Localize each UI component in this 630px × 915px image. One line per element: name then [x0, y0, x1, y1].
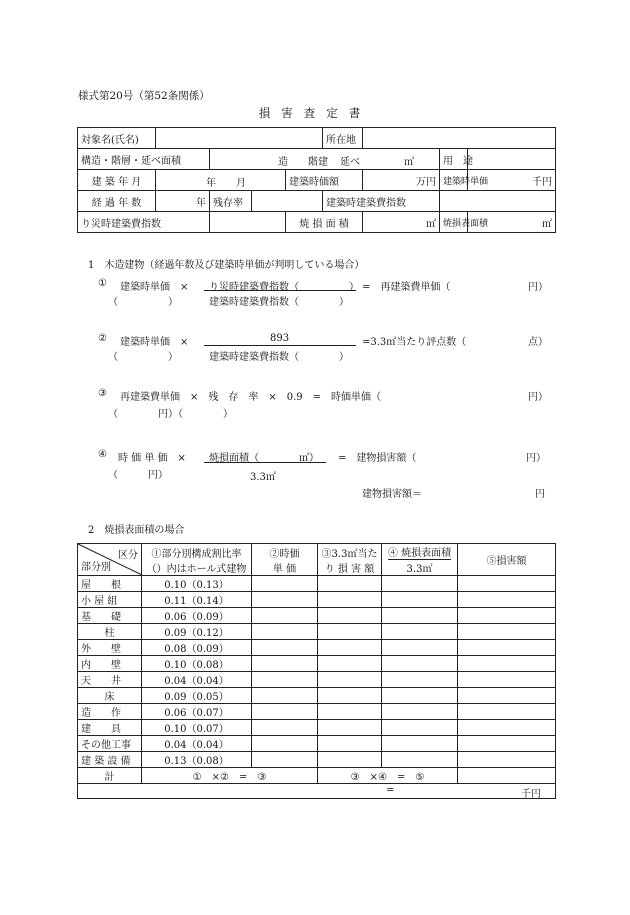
row-damage-per-area[interactable] [318, 752, 382, 768]
f3-unit: 円） [528, 392, 548, 403]
table-row [78, 608, 556, 624]
row-burn-ratio[interactable] [382, 576, 458, 592]
built-unit-label: 建築時単価 [440, 170, 468, 191]
row-price[interactable] [252, 720, 318, 736]
section2-heading: 2 焼損表面積の場合 [88, 525, 185, 536]
col2-header [252, 544, 318, 576]
row-ratio: 0.06（0.07） [142, 704, 252, 720]
table-row [78, 736, 556, 752]
col1-header-a: ①部分別構成割比率 [151, 548, 242, 560]
table-row [78, 672, 556, 688]
built-index-label: 建築時建築費指数 [323, 191, 440, 212]
f3-paren: （ 円）（ ） [108, 409, 233, 420]
row-burn-ratio[interactable] [382, 624, 458, 640]
row-ratio: 0.11（0.14） [142, 592, 252, 608]
f4-denominator: 3.3㎡ [250, 472, 276, 483]
f1-denominator: 建築時建築費指数（ ） [209, 297, 349, 308]
f1-unit: 円） [528, 282, 548, 293]
row-damage-per-area[interactable] [318, 672, 382, 688]
target-name-label: 対象名(氏名) [78, 128, 156, 149]
row-damage[interactable] [458, 672, 556, 688]
location-label: 所在地 [323, 128, 363, 149]
col3-header [318, 544, 382, 576]
row-part: 屋 根 [78, 576, 142, 592]
structure-field[interactable] [210, 149, 440, 170]
row-damage[interactable] [458, 752, 556, 768]
f4-left: 時 価 単 価 × [118, 453, 186, 464]
row-part: その他工事 [78, 736, 142, 752]
header-kubun-cell [78, 544, 142, 576]
total-formula-2: ③ ×④ = ⑤ [318, 768, 458, 784]
row-damage-per-area[interactable] [318, 688, 382, 704]
row-price[interactable] [252, 736, 318, 752]
f2-paren: （ ） [108, 352, 178, 363]
row-damage-per-area[interactable] [318, 624, 382, 640]
elapsed-field[interactable] [156, 191, 210, 212]
f2-num: ② [98, 333, 107, 344]
row-damage-per-area[interactable] [318, 592, 382, 608]
f1-paren: （ ） [108, 297, 178, 308]
row-damage[interactable] [458, 640, 556, 656]
f4-fraction-line [204, 462, 326, 463]
row-burn-ratio[interactable] [382, 752, 458, 768]
col5-header: ⑤損害額 [458, 544, 556, 576]
row-part: 建 築 設 備 [78, 752, 142, 768]
target-name-field[interactable] [156, 128, 323, 149]
tsuki-label: 月 [236, 178, 246, 189]
row-burn-ratio[interactable] [382, 672, 458, 688]
row-damage[interactable] [458, 736, 556, 752]
table-row [78, 720, 556, 736]
kubun-label: 区分 [118, 550, 138, 561]
row-damage[interactable] [458, 592, 556, 608]
col3-header-a: ③3.3㎡当た [321, 548, 378, 560]
row-ratio: 0.09（0.12） [142, 624, 252, 640]
grand-total-unit: 千円 [521, 789, 541, 800]
total-cell[interactable] [458, 768, 556, 784]
zou-label: 造 [278, 157, 288, 168]
row-ratio: 0.08（0.09） [142, 640, 252, 656]
zanzon-field[interactable] [252, 191, 323, 212]
row-damage-per-area[interactable] [318, 576, 382, 592]
row-ratio: 0.13（0.08） [142, 752, 252, 768]
row-price[interactable] [252, 576, 318, 592]
row-price[interactable] [252, 624, 318, 640]
burn-area-label: 焼 損 面 積 [286, 212, 363, 233]
use-field[interactable] [468, 149, 556, 170]
info-table [77, 127, 556, 233]
row-damage-per-area[interactable] [318, 704, 382, 720]
burn-surface-label: 焼損表面積 [440, 212, 468, 233]
row-price[interactable] [252, 704, 318, 720]
kai-label: 階建 [308, 157, 328, 168]
row-price[interactable] [252, 656, 318, 672]
row-price[interactable] [252, 672, 318, 688]
f2-unit: 点） [528, 337, 548, 348]
building-damage-unit: 円 [535, 489, 545, 500]
row-part: 造 作 [78, 704, 142, 720]
row-damage[interactable] [458, 656, 556, 672]
row-price[interactable] [252, 608, 318, 624]
f3-num: ③ [98, 388, 107, 399]
disaster-index-label: り災時建築費指数 [78, 212, 210, 233]
form-number: 様式第20号（第52条関係） [78, 90, 210, 102]
grand-total-row [78, 784, 556, 799]
f4-numerator: 焼損面積（ ㎡） [209, 453, 319, 464]
manen-unit: 万円 [416, 176, 436, 188]
row-burn-ratio[interactable] [382, 592, 458, 608]
row-damage[interactable] [458, 688, 556, 704]
f2-left: 建築時単価 × [120, 337, 189, 348]
row-part: 内 壁 [78, 656, 142, 672]
total-label: 計 [78, 768, 142, 784]
table-row [78, 624, 556, 640]
table-row [78, 704, 556, 720]
row-ratio: 0.04（0.04） [142, 736, 252, 752]
senen-unit: 千円 [532, 176, 552, 188]
row-part: 小 屋 組 [78, 592, 142, 608]
f2-fraction-line [204, 345, 356, 346]
built-price-label: 建築時価額 [286, 170, 363, 191]
col4-header-b: 3.3㎡ [406, 564, 433, 575]
f1-fraction-line [204, 290, 356, 291]
elapsed-nen: 年 [196, 197, 206, 209]
col2-header-a: ②時価 [269, 548, 300, 560]
row-damage[interactable] [458, 608, 556, 624]
page-title: 損害査定書 [258, 106, 372, 120]
row-price[interactable] [252, 592, 318, 608]
row-damage[interactable] [458, 576, 556, 592]
burn-area-unit: ㎡ [426, 218, 436, 230]
row-ratio: 0.09（0.05） [142, 688, 252, 704]
f2-denominator: 建築時建築費指数（ ） [209, 352, 349, 363]
f2-equation: =3.3㎡当たり評点数（ [362, 337, 467, 348]
f4-num: ④ [98, 449, 107, 460]
row-burn-ratio[interactable] [382, 720, 458, 736]
row-burn-ratio[interactable] [382, 608, 458, 624]
row-ratio: 0.06（0.09） [142, 608, 252, 624]
grand-total-eq: = [386, 785, 395, 796]
row-damage-per-area[interactable] [318, 656, 382, 672]
row-price[interactable] [252, 640, 318, 656]
built-index-field[interactable] [440, 191, 556, 212]
row-price[interactable] [252, 752, 318, 768]
col4-header [382, 544, 458, 576]
row-burn-ratio[interactable] [382, 656, 458, 672]
table-row [78, 576, 556, 592]
row-burn-ratio[interactable] [382, 640, 458, 656]
row-part: 天 井 [78, 672, 142, 688]
row-burn-ratio[interactable] [382, 736, 458, 752]
table-row [78, 592, 556, 608]
nobe-label: 延べ [340, 157, 360, 168]
row-damage-per-area[interactable] [318, 640, 382, 656]
f1-left: 建築時単価 × [120, 282, 189, 293]
table-row [78, 656, 556, 672]
burn-surface-unit: ㎡ [542, 218, 552, 230]
row-damage[interactable] [458, 720, 556, 736]
row-ratio: 0.10（0.13） [142, 576, 252, 592]
damage-table [77, 543, 556, 799]
structure-label: 構造・階層・延べ面積 [78, 149, 210, 170]
row-damage-per-area[interactable] [318, 720, 382, 736]
row-damage[interactable] [458, 624, 556, 640]
col1-header-b: （）内はホール式建物 [146, 563, 247, 575]
row-ratio: 0.04（0.04） [142, 672, 252, 688]
built-year-field[interactable] [156, 170, 286, 191]
row-ratio: 0.10（0.07） [142, 720, 252, 736]
use-label: 用 途 [440, 149, 468, 170]
row-part: 外 壁 [78, 640, 142, 656]
elapsed-label: 経 過 年 数 [78, 191, 156, 212]
f1-numerator: り災時建築費指数（ ） [209, 282, 359, 293]
table-row [78, 640, 556, 656]
row-part: 建 具 [78, 720, 142, 736]
nen-label: 年 [206, 178, 216, 189]
built-year-label: 建 築 年 月 [78, 170, 156, 191]
f1-equation: = 再建築費単価（ [362, 282, 451, 293]
bubun-label: 部分別 [81, 562, 111, 573]
col2-header-b: 単 価 [272, 563, 297, 575]
col1-header [142, 544, 252, 576]
disaster-index-field[interactable] [210, 212, 286, 233]
table-row [78, 688, 556, 704]
f4-unit: 円） [526, 453, 546, 464]
m2-unit: ㎡ [404, 157, 414, 168]
row-ratio: 0.10（0.08） [142, 656, 252, 672]
row-damage-per-area[interactable] [318, 736, 382, 752]
total-formula-1: ① ×② = ③ [142, 768, 318, 784]
section1-heading: 1 木造建物（経過年数及び建築時単価が判明している場合） [88, 260, 365, 271]
row-price[interactable] [252, 688, 318, 704]
row-damage-per-area[interactable] [318, 608, 382, 624]
table-row [78, 752, 556, 768]
row-part: 床 [78, 688, 142, 704]
built-price-field[interactable] [363, 170, 440, 191]
row-part: 柱 [78, 624, 142, 640]
row-burn-ratio[interactable] [382, 688, 458, 704]
row-damage[interactable] [458, 704, 556, 720]
col3-header-b: り 損 害 額 [324, 563, 375, 575]
burn-area-field[interactable] [363, 212, 440, 233]
f1-num: ① [98, 278, 107, 289]
f3-text: 再建築費単価 × 残 存 率 × 0.9 = 時価単価（ [120, 392, 382, 403]
row-burn-ratio[interactable] [382, 704, 458, 720]
zanzon-label: 残存率 [210, 191, 252, 212]
f2-numerator: 893 [270, 333, 290, 344]
row-part: 基 礎 [78, 608, 142, 624]
f4-equation: = 建物損害額（ [338, 453, 417, 464]
f4-paren: （ 円） [108, 470, 168, 481]
col4-header-a: ④ 焼損表面積 [388, 544, 451, 560]
building-damage-total: 建物損害額＝ [362, 489, 422, 500]
location-field[interactable] [363, 128, 556, 149]
